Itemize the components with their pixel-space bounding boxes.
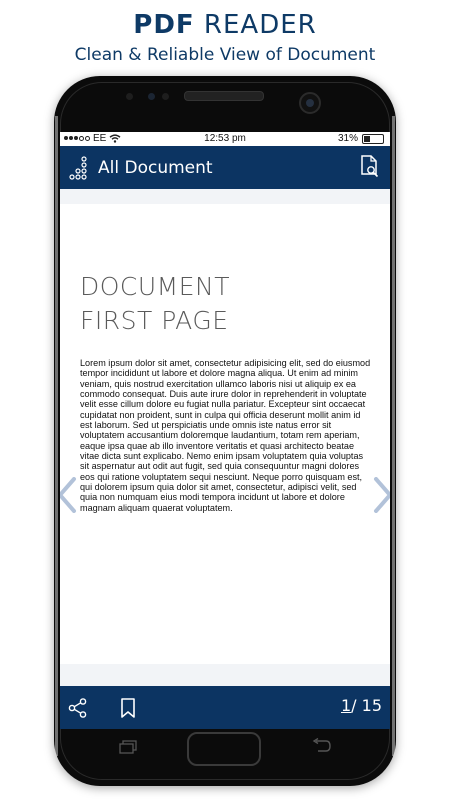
document-page[interactable] (60, 204, 390, 664)
promo-title-rest: READER (194, 10, 317, 40)
recent-apps-icon[interactable] (118, 740, 138, 754)
screen-edge-left (55, 116, 58, 756)
document-heading (80, 270, 370, 338)
carrier-label: EE (93, 133, 107, 144)
search-file-icon[interactable] (360, 155, 380, 179)
sensor-dot (148, 93, 155, 100)
total-pages: 15 (361, 696, 382, 715)
heading-line-1: DOCUMENT (80, 272, 231, 301)
current-page: 1 (340, 696, 352, 715)
battery-icon (362, 134, 384, 144)
home-button[interactable] (187, 732, 261, 766)
sensor-dot (126, 93, 133, 100)
screen (60, 132, 390, 729)
menu-dots-icon[interactable] (68, 156, 90, 180)
page-separator: / (351, 696, 362, 715)
front-camera (299, 92, 321, 114)
sensor-dot (162, 93, 169, 100)
promo-subtitle: Clean & Reliable View of Document (74, 45, 376, 65)
page-counter[interactable] (341, 696, 382, 715)
heading-line-2: FIRST PAGE (80, 306, 229, 335)
battery-percent: 31% (337, 133, 358, 144)
bottom-bar (60, 686, 390, 729)
share-icon[interactable] (68, 698, 88, 718)
phone-frame (54, 76, 396, 786)
hardware-keys (54, 730, 396, 780)
back-icon[interactable] (310, 738, 332, 754)
document-viewer[interactable] (60, 189, 390, 674)
promo-title-bold: PDF (133, 10, 195, 40)
bookmark-icon[interactable] (120, 698, 136, 718)
status-bar (60, 132, 390, 146)
earpiece-speaker (184, 91, 264, 101)
document-body: Lorem ipsum dolor sit amet, consectetur adipisicing elit, sed do eiusmod tempor incididunt ut labore et dolore magna aliqua. Ut enim ad minim veniam, quis nostrud exercitation ullamco laboris nisi ut aliquip ex ea commodo consequat. Duis aute irure dolor in reprehenderit in voluptate velit esse cillum dolore eu fugiat nulla pariatur. Excepteur sint occaecat cupidatat non proident, sunt in culpa qui officia deserunt mollit anim id est laborum. Sed ut perspiciatis unde omnis iste natus error sit voluptatem accusantium doloremque laudantium, totam rem aperiam, eaque ipsa quae ab illo inventore veritatis et quasi architecto beatae vitae dicta sunt explicabo. Nemo enim ipsam voluptatem quia voluptas sit aspernatur aut odit aut fugit, sed quia consequuntur magni dolores eos qui ratione voluptatem sequi nesciunt. Neque porro quisquam est, qui dolorem ipsum quia dolor sit amet, consectetur, adipisci velit, sed quia non numquam eius modi tempora incidunt ut labore et dolore magnam aliquam quaerat voluptatem. (80, 358, 371, 513)
status-time: 12:53 pm (204, 133, 246, 144)
app-bar (60, 146, 390, 189)
previous-page-arrow-icon[interactable] (60, 477, 78, 513)
app-bar-title: All Document (98, 158, 213, 178)
screen-edge-right (392, 116, 395, 756)
next-page-arrow-icon[interactable] (372, 477, 390, 513)
promo-title (0, 10, 450, 40)
